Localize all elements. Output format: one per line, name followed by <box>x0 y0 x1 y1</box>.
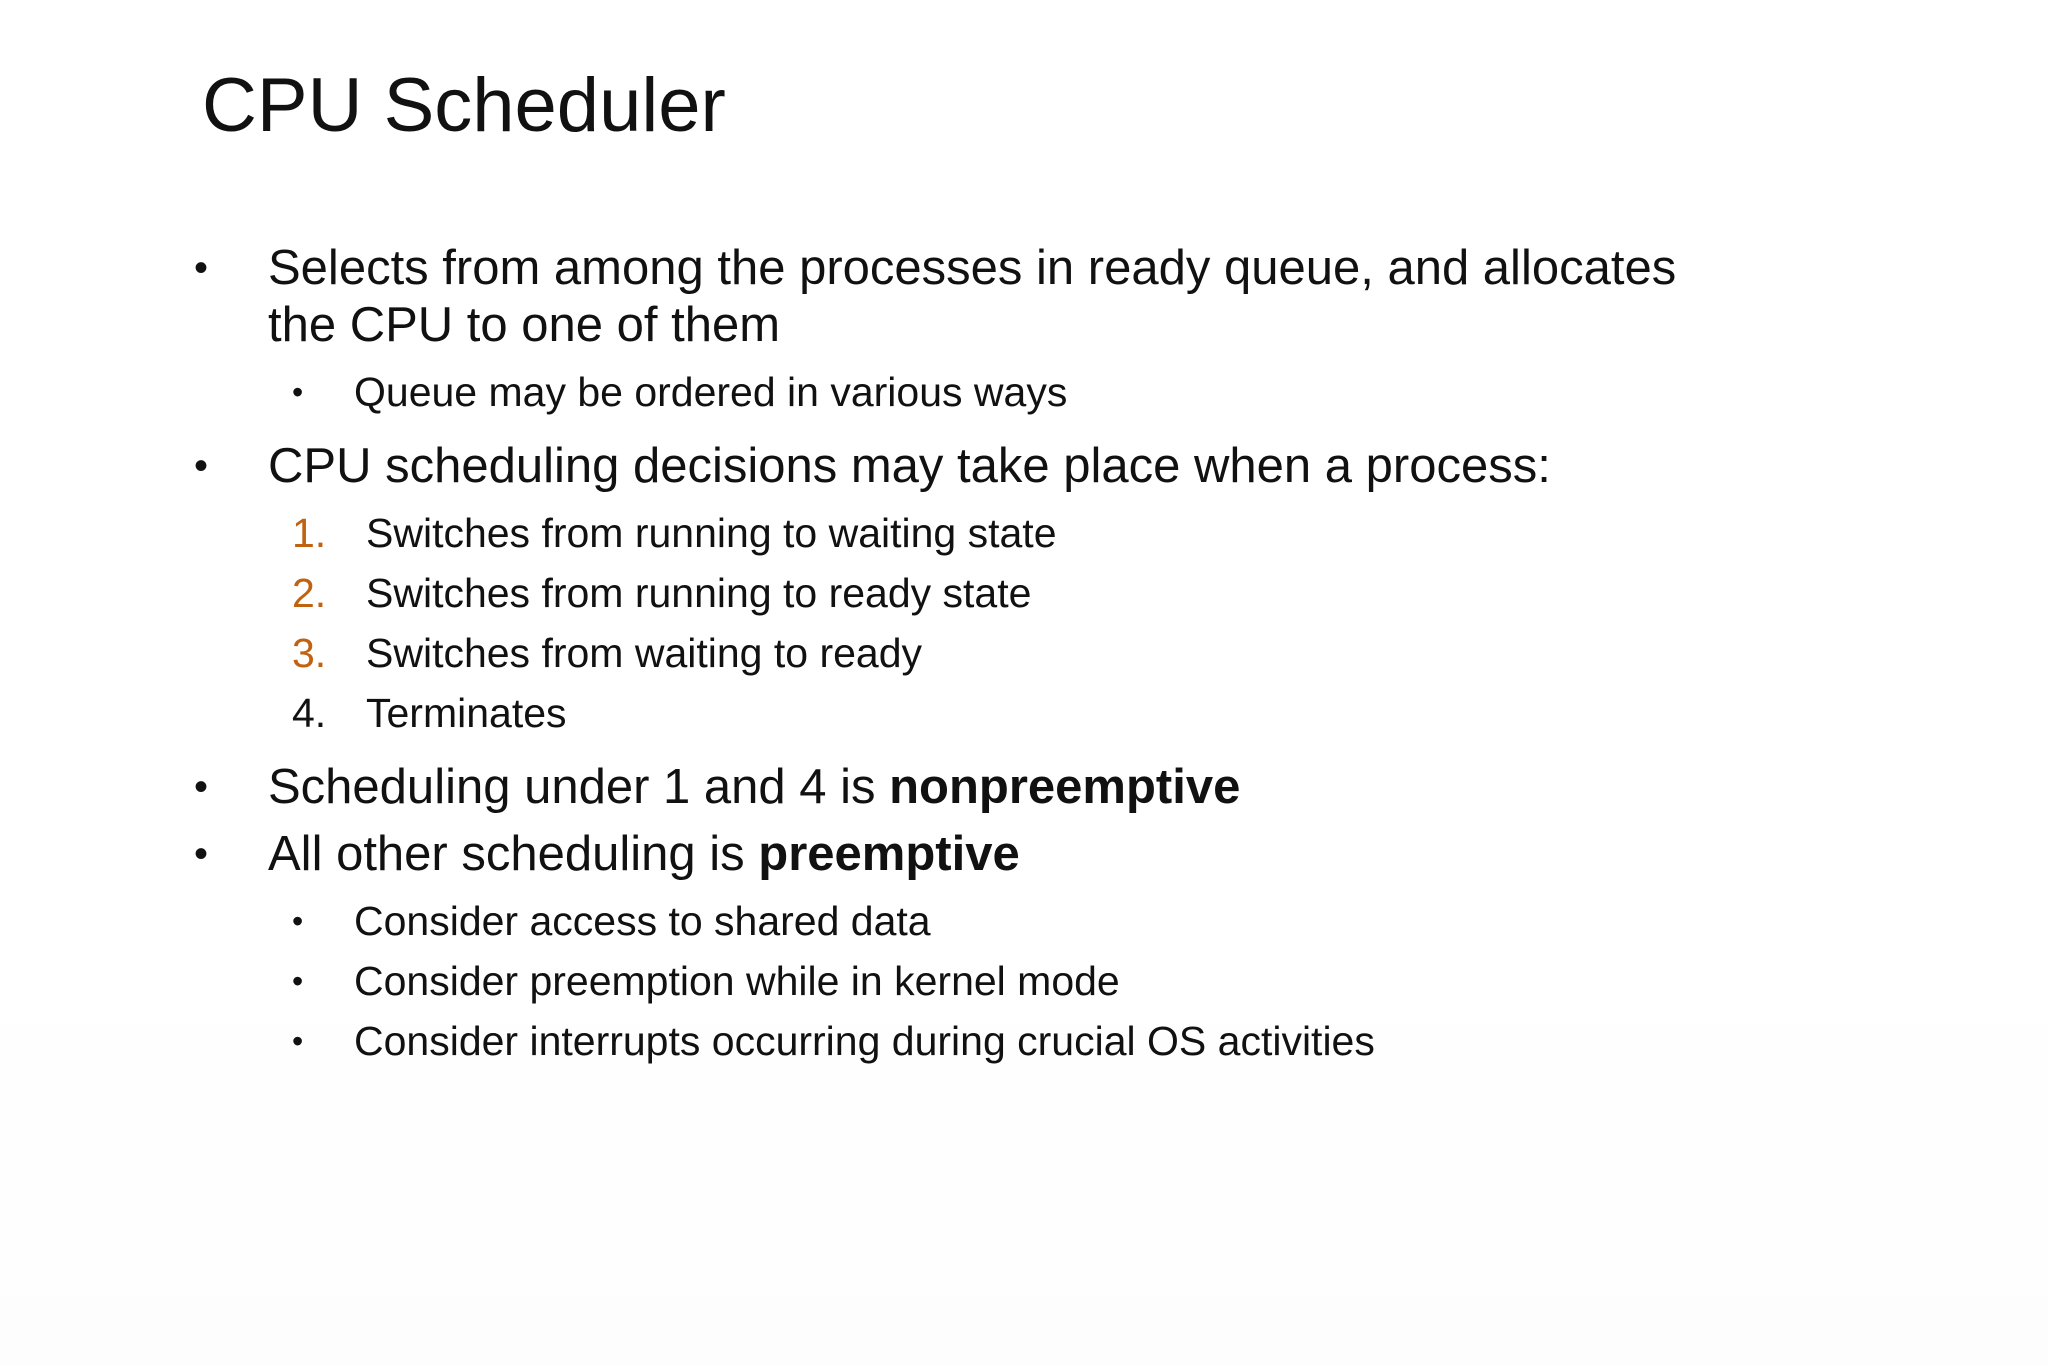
sub-bullet-text: Consider interrupts occurring during crucial OS activities <box>354 1018 1375 1064</box>
bullet-nonpreemptive <box>190 759 1890 816</box>
item-text: Switches from waiting to ready <box>366 630 923 676</box>
numbered-item-4 <box>190 683 1890 743</box>
bullet-preemptive <box>190 826 1890 883</box>
numbered-item-3 <box>190 623 1890 683</box>
bullet-dot-icon: • <box>194 246 209 290</box>
bold-term: preemptive <box>758 827 1020 881</box>
bullet-dot-icon: • <box>292 1023 304 1059</box>
sub-bullet-interrupts <box>190 1011 1890 1071</box>
item-number: 3. <box>292 630 327 676</box>
sub-bullet-kernel-mode <box>190 951 1890 1011</box>
sub-bullet-text: Queue may be ordered in various ways <box>354 369 1068 415</box>
bullet-dot-icon: • <box>292 963 304 999</box>
item-number: 4. <box>292 690 327 736</box>
bullet-selects-processes <box>190 240 1890 354</box>
slide-content <box>190 240 1890 1071</box>
bullet-text: All other scheduling is <box>268 827 759 881</box>
bullet-dot-icon: • <box>194 832 209 876</box>
bullet-text-line2: the CPU to one of them <box>268 298 781 352</box>
bullet-dot-icon: • <box>194 765 209 809</box>
item-number: 1. <box>292 510 327 556</box>
bullet-scheduling-decisions <box>190 438 1890 495</box>
sub-bullet-text: Consider preemption while in kernel mode <box>354 958 1120 1004</box>
slide-title: CPU Scheduler <box>202 63 726 148</box>
item-text: Switches from running to ready state <box>366 570 1032 616</box>
item-number: 2. <box>292 570 327 616</box>
bullet-dot-icon: • <box>292 374 304 410</box>
bold-term: nonpreemptive <box>889 760 1241 814</box>
sub-bullet-queue-ordered <box>190 362 1890 422</box>
sub-bullet-text: Consider access to shared data <box>354 898 931 944</box>
bullet-text: CPU scheduling decisions may take place when a process: <box>268 439 1551 493</box>
bullet-text: Scheduling under 1 and 4 is <box>268 760 890 814</box>
item-text: Terminates <box>366 690 567 736</box>
bullet-dot-icon: • <box>292 903 304 939</box>
numbered-item-2 <box>190 563 1890 623</box>
bullet-dot-icon: • <box>194 444 209 488</box>
item-text: Switches from running to waiting state <box>366 510 1057 556</box>
bullet-text-line1: Selects from among the processes in ready queue, and allocates <box>268 241 1677 295</box>
sub-bullet-shared-data <box>190 891 1890 951</box>
numbered-item-1 <box>190 503 1890 563</box>
